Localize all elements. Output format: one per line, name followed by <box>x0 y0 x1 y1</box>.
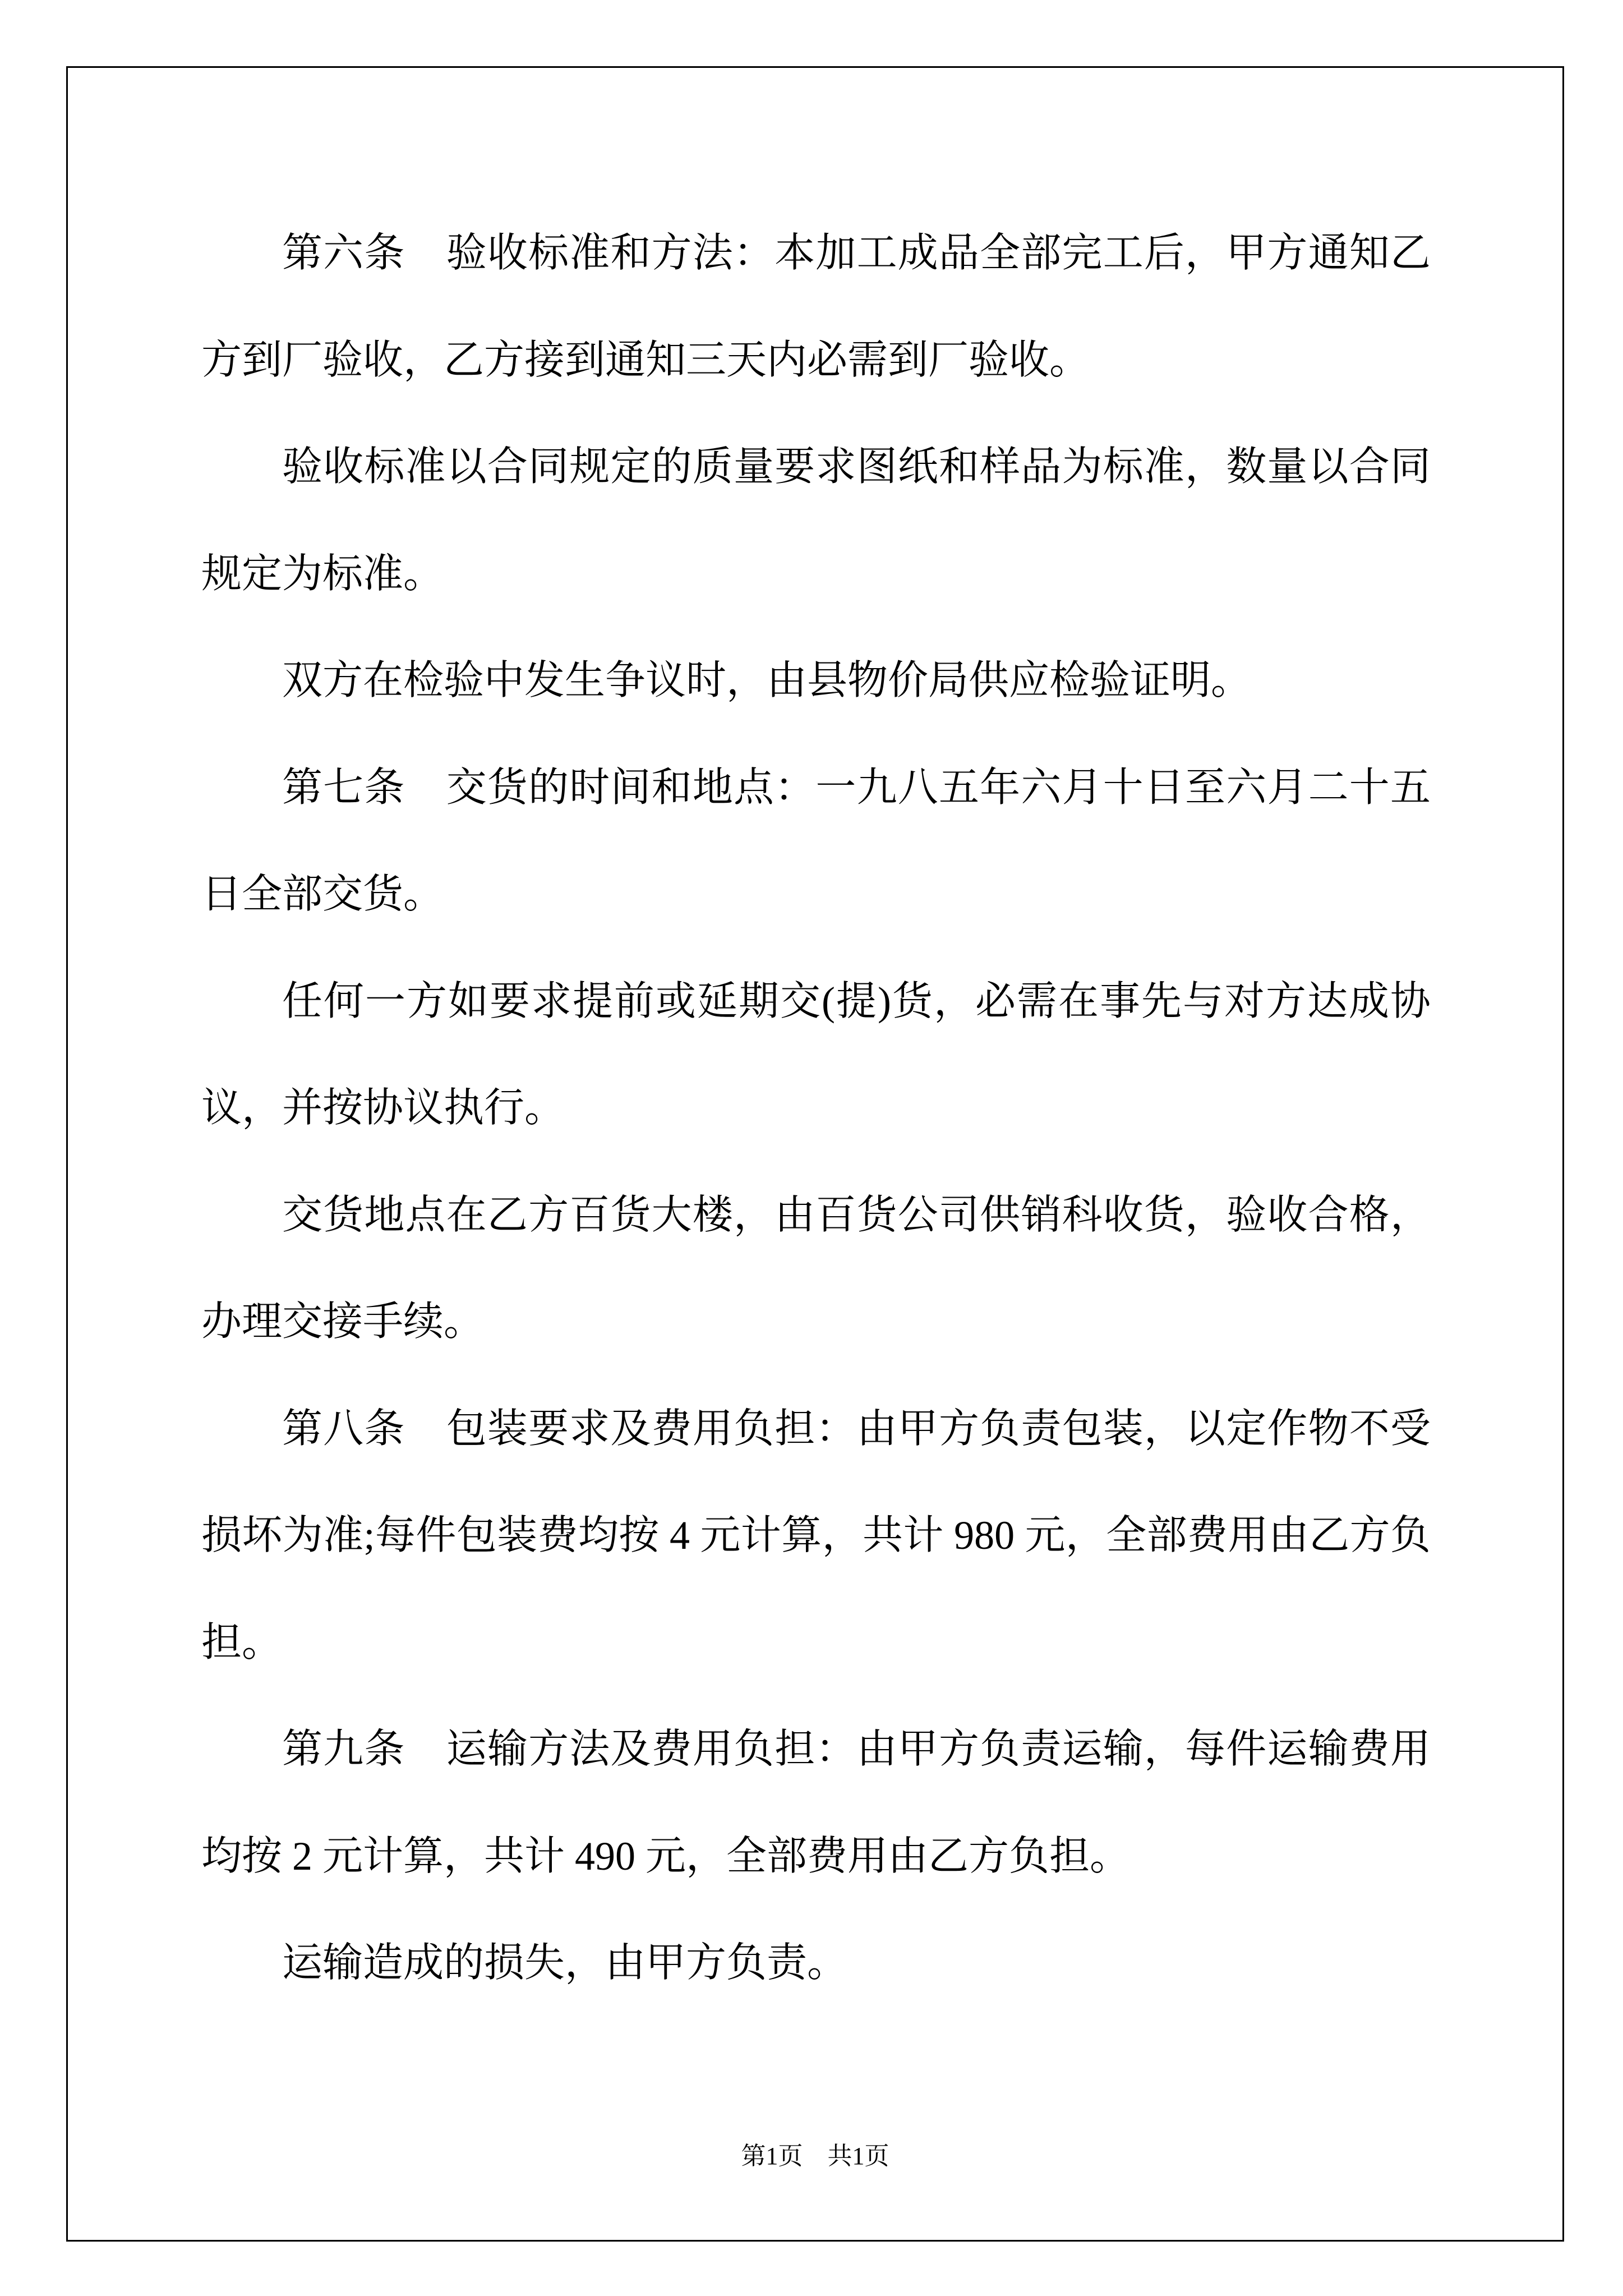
paragraph-transport-loss <box>201 1910 1431 2017</box>
paragraph-line: 议，并按协议执行。 <box>201 1085 565 1130</box>
paragraph-delivery-change <box>201 948 1431 1162</box>
paragraph-article-6 <box>201 200 1431 413</box>
paragraph-article-8 <box>201 1375 1431 1696</box>
paragraph-line: 第八条 包装要求及费用负担：由甲方负责包装，以定作物不受 <box>282 1406 1431 1451</box>
paragraph-article-9 <box>201 1696 1431 1910</box>
paragraph-line: 验收标准以合同规定的质量要求图纸和样品为标准，数量以合同 <box>282 444 1431 489</box>
paragraph-dispute <box>201 627 1431 734</box>
paragraph-line: 交货地点在乙方百货大楼，由百货公司供销科收货，验收合格， <box>282 1192 1431 1237</box>
paragraph-line: 双方在检验中发生争议时，由县物价局供应检验证明。 <box>282 658 1252 703</box>
paragraph-line: 日全部交货。 <box>201 872 444 917</box>
document-body <box>201 200 1431 2017</box>
paragraph-line: 第九条 运输方法及费用负担：由甲方负责运输，每件运输费用 <box>282 1727 1431 1772</box>
paragraph-acceptance-standard <box>201 413 1431 627</box>
paragraph-delivery-location <box>201 1162 1431 1375</box>
paragraph-line: 规定为标准。 <box>201 551 444 596</box>
paragraph-line: 任何一方如要求提前或延期交(提)货，必需在事先与对方达成协 <box>282 978 1431 1024</box>
paragraph-line: 均按 2 元计算，共计 490 元，全部费用由乙方负担。 <box>201 1833 1131 1879</box>
paragraph-line: 方到厂验收，乙方接到通知三天内必需到厂验收。 <box>201 337 1090 383</box>
paragraph-line: 办理交接手续。 <box>201 1299 485 1344</box>
paragraph-line: 担。 <box>201 1619 283 1665</box>
paragraph-line: 第七条 交货的时间和地点：一九八五年六月十日至六月二十五 <box>282 765 1431 810</box>
paragraph-line: 第六条 验收标准和方法：本加工成品全部完工后，甲方通知乙 <box>282 231 1431 275</box>
page-number-footer: 第1页 共1页 <box>741 2142 889 2170</box>
paragraph-line: 运输造成的损失，由甲方负责。 <box>282 1940 848 1985</box>
paragraph-article-7 <box>201 734 1431 948</box>
paragraph-line: 损坏为准;每件包装费均按 4 元计算，共计 980 元，全部费用由乙方负 <box>201 1513 1431 1558</box>
